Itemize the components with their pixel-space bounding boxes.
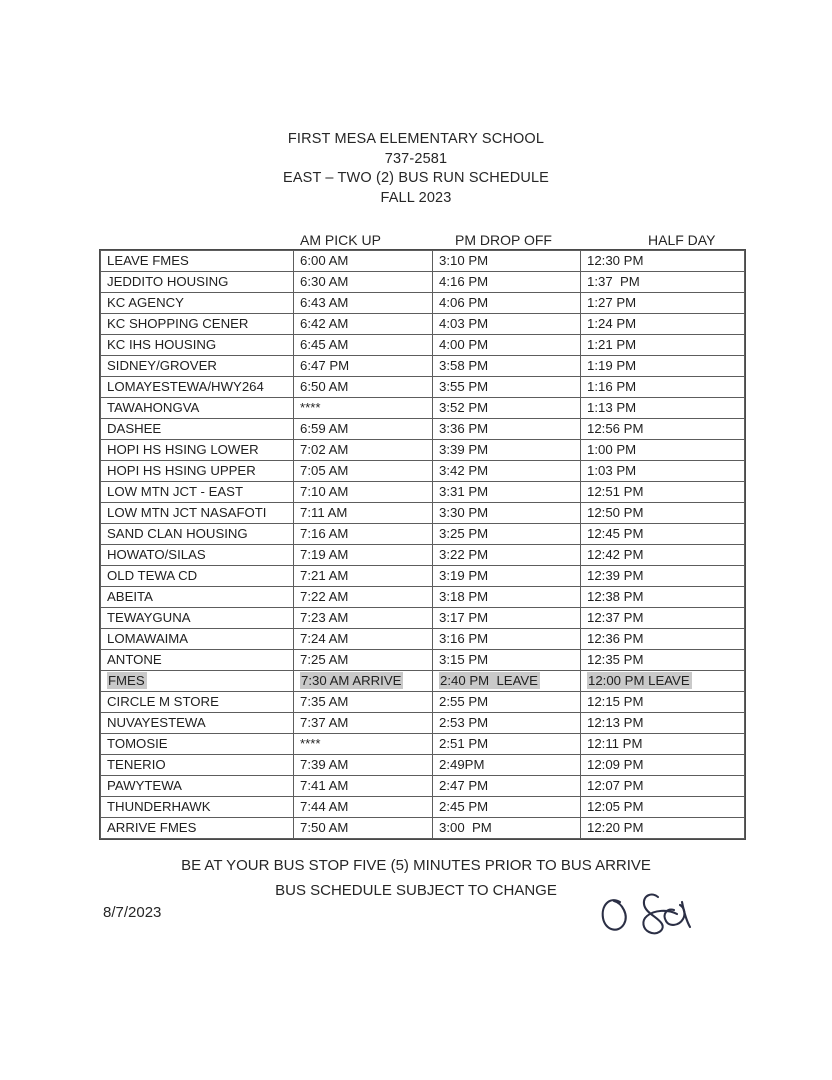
table-row [101, 293, 745, 314]
stop-name-cell: NUVAYESTEWA [101, 713, 294, 734]
stop-name-cell [101, 671, 294, 692]
pm-drop-off-cell: 4:16 PM [433, 272, 581, 293]
highlight-marker: 2:40 PM LEAVE [440, 673, 538, 688]
pm-drop-off-cell: 3:16 PM [433, 629, 581, 650]
half-day-cell [581, 671, 745, 692]
am-pick-up-cell: 7:44 AM [294, 797, 433, 818]
am-pick-up-cell: 7:23 AM [294, 608, 433, 629]
table-row [101, 650, 745, 671]
half-day-cell: 1:03 PM [581, 461, 745, 482]
half-day-cell: 12:09 PM [581, 755, 745, 776]
am-pick-up-cell [294, 671, 433, 692]
am-pick-up-cell: 6:00 AM [294, 251, 433, 272]
am-pick-up-cell: **** [294, 398, 433, 419]
half-day-cell: 12:51 PM [581, 482, 745, 503]
half-day-cell: 12:36 PM [581, 629, 745, 650]
highlight-marker: 12:00 PM LEAVE [588, 673, 690, 688]
half-day-cell: 12:56 PM [581, 419, 745, 440]
half-day-cell: 12:11 PM [581, 734, 745, 755]
pm-drop-off-cell: 2:45 PM [433, 797, 581, 818]
stop-name-cell: ARRIVE FMES [101, 818, 294, 839]
table-row [101, 272, 745, 293]
half-day-cell: 1:27 PM [581, 293, 745, 314]
half-day-cell: 12:45 PM [581, 524, 745, 545]
pm-drop-off-cell: 3:30 PM [433, 503, 581, 524]
stop-name-cell: TEWAYGUNA [101, 608, 294, 629]
half-day-cell: 1:00 PM [581, 440, 745, 461]
table-row [101, 818, 745, 839]
table-row [101, 608, 745, 629]
stop-name-cell: TAWAHONGVA [101, 398, 294, 419]
pm-drop-off-cell [433, 671, 581, 692]
half-day-cell: 12:05 PM [581, 797, 745, 818]
am-pick-up-cell: 7:16 AM [294, 524, 433, 545]
half-day-cell: 1:19 PM [581, 356, 745, 377]
am-pick-up-cell: 7:02 AM [294, 440, 433, 461]
half-day-cell: 1:37 PM [581, 272, 745, 293]
table-row [101, 314, 745, 335]
stop-name-cell: KC AGENCY [101, 293, 294, 314]
document-header [0, 130, 832, 208]
am-pick-up-cell: 6:30 AM [294, 272, 433, 293]
signature-date: 8/7/2023 [103, 904, 162, 921]
am-pick-up-cell: **** [294, 734, 433, 755]
am-pick-up-cell: 7:41 AM [294, 776, 433, 797]
notice-subject-to-change: BUS SCHEDULE SUBJECT TO CHANGE [275, 882, 557, 899]
notice-bus-stop-early: BE AT YOUR BUS STOP FIVE (5) MINUTES PRIOR TO BUS ARRIVE [181, 857, 651, 874]
stop-name-cell: DASHEE [101, 419, 294, 440]
handwritten-signature [598, 888, 708, 946]
stop-name-cell: ANTONE [101, 650, 294, 671]
pm-drop-off-cell: 4:00 PM [433, 335, 581, 356]
signature-ink [598, 888, 708, 946]
column-header-half-day: HALF DAY [648, 232, 716, 248]
half-day-cell: 1:16 PM [581, 377, 745, 398]
am-pick-up-cell: 7:11 AM [294, 503, 433, 524]
stop-name-cell: HOPI HS HSING UPPER [101, 461, 294, 482]
table-row [101, 776, 745, 797]
am-pick-up-cell: 7:39 AM [294, 755, 433, 776]
stop-name-cell: CIRCLE M STORE [101, 692, 294, 713]
pm-drop-off-cell: 2:53 PM [433, 713, 581, 734]
half-day-cell: 12:20 PM [581, 818, 745, 839]
stop-name-cell: LOMAWAIMA [101, 629, 294, 650]
am-pick-up-cell: 7:10 AM [294, 482, 433, 503]
pm-drop-off-cell: 3:18 PM [433, 587, 581, 608]
am-pick-up-cell: 6:45 AM [294, 335, 433, 356]
pm-drop-off-cell: 3:55 PM [433, 377, 581, 398]
bus-schedule-table-wrapper [100, 250, 744, 839]
half-day-cell: 12:07 PM [581, 776, 745, 797]
pm-drop-off-cell: 3:36 PM [433, 419, 581, 440]
pm-drop-off-cell: 2:49PM [433, 755, 581, 776]
stop-name-cell: LOW MTN JCT - EAST [101, 482, 294, 503]
highlight-marker: 7:30 AM ARRIVE [301, 673, 402, 688]
table-row [101, 671, 745, 692]
table-row [101, 377, 745, 398]
pm-drop-off-cell: 3:15 PM [433, 650, 581, 671]
school-phone: 737-2581 [384, 150, 448, 167]
table-row [101, 587, 745, 608]
stop-name-cell: HOPI HS HSING LOWER [101, 440, 294, 461]
am-pick-up-cell: 6:42 AM [294, 314, 433, 335]
stop-name-cell: TOMOSIE [101, 734, 294, 755]
table-row [101, 440, 745, 461]
table-row [101, 419, 745, 440]
am-pick-up-cell: 6:50 AM [294, 377, 433, 398]
column-header-pm-drop-off: PM DROP OFF [455, 232, 552, 248]
half-day-cell: 12:15 PM [581, 692, 745, 713]
stop-name-cell: JEDDITO HOUSING [101, 272, 294, 293]
am-pick-up-cell: 7:21 AM [294, 566, 433, 587]
pm-drop-off-cell: 3:31 PM [433, 482, 581, 503]
stop-name-cell: TENERIO [101, 755, 294, 776]
pm-drop-off-cell: 3:39 PM [433, 440, 581, 461]
stop-name-cell: PAWYTEWA [101, 776, 294, 797]
half-day-cell: 1:21 PM [581, 335, 745, 356]
table-row [101, 482, 745, 503]
stop-name-cell: SAND CLAN HOUSING [101, 524, 294, 545]
stop-name-cell: ABEITA [101, 587, 294, 608]
half-day-cell: 12:13 PM [581, 713, 745, 734]
am-pick-up-cell: 7:22 AM [294, 587, 433, 608]
pm-drop-off-cell: 3:42 PM [433, 461, 581, 482]
pm-drop-off-cell: 3:25 PM [433, 524, 581, 545]
pm-drop-off-cell: 3:52 PM [433, 398, 581, 419]
am-pick-up-cell: 7:05 AM [294, 461, 433, 482]
table-row [101, 734, 745, 755]
column-headings [100, 231, 744, 251]
half-day-cell: 12:39 PM [581, 566, 745, 587]
school-name: FIRST MESA ELEMENTARY SCHOOL [287, 131, 545, 147]
highlight-marker: FMES [108, 673, 145, 688]
pm-drop-off-cell: 4:03 PM [433, 314, 581, 335]
table-row [101, 398, 745, 419]
table-row [101, 335, 745, 356]
table-row [101, 629, 745, 650]
half-day-cell: 12:38 PM [581, 587, 745, 608]
table-row [101, 524, 745, 545]
table-row [101, 692, 745, 713]
table-row [101, 755, 745, 776]
pm-drop-off-cell: 3:00 PM [433, 818, 581, 839]
stop-name-cell: KC IHS HOUSING [101, 335, 294, 356]
table-row [101, 461, 745, 482]
route-title: EAST – TWO (2) BUS RUN SCHEDULE [283, 170, 549, 186]
am-pick-up-cell: 7:24 AM [294, 629, 433, 650]
pm-drop-off-cell: 3:19 PM [433, 566, 581, 587]
am-pick-up-cell: 7:50 AM [294, 818, 433, 839]
table-row [101, 713, 745, 734]
am-pick-up-cell: 6:47 PM [294, 356, 433, 377]
pm-drop-off-cell: 3:22 PM [433, 545, 581, 566]
stop-name-cell: LEAVE FMES [101, 251, 294, 272]
stop-name-cell: OLD TEWA CD [101, 566, 294, 587]
table-row [101, 566, 745, 587]
table-row [101, 545, 745, 566]
table-row [101, 251, 745, 272]
pm-drop-off-cell: 2:55 PM [433, 692, 581, 713]
stop-name-cell: KC SHOPPING CENER [101, 314, 294, 335]
stop-name-cell: HOWATO/SILAS [101, 545, 294, 566]
half-day-cell: 12:35 PM [581, 650, 745, 671]
stop-name-cell: THUNDERHAWK [101, 797, 294, 818]
stop-name-cell: LOMAYESTEWA/HWY264 [101, 377, 294, 398]
am-pick-up-cell: 6:43 AM [294, 293, 433, 314]
half-day-cell: 12:37 PM [581, 608, 745, 629]
bus-schedule-body [101, 251, 745, 839]
pm-drop-off-cell: 4:06 PM [433, 293, 581, 314]
stop-name-cell: SIDNEY/GROVER [101, 356, 294, 377]
pm-drop-off-cell: 3:10 PM [433, 251, 581, 272]
am-pick-up-cell: 7:37 AM [294, 713, 433, 734]
half-day-cell: 12:42 PM [581, 545, 745, 566]
pm-drop-off-cell: 3:58 PM [433, 356, 581, 377]
am-pick-up-cell: 7:35 AM [294, 692, 433, 713]
bus-schedule-table [100, 250, 745, 839]
half-day-cell: 12:50 PM [581, 503, 745, 524]
half-day-cell: 1:24 PM [581, 314, 745, 335]
pm-drop-off-cell: 3:17 PM [433, 608, 581, 629]
am-pick-up-cell: 7:25 AM [294, 650, 433, 671]
pm-drop-off-cell: 2:51 PM [433, 734, 581, 755]
stop-name-cell: LOW MTN JCT NASAFOTI [101, 503, 294, 524]
table-row [101, 797, 745, 818]
term-label: FALL 2023 [380, 189, 452, 206]
am-pick-up-cell: 6:59 AM [294, 419, 433, 440]
pm-drop-off-cell: 2:47 PM [433, 776, 581, 797]
table-row [101, 356, 745, 377]
table-row [101, 503, 745, 524]
half-day-cell: 1:13 PM [581, 398, 745, 419]
column-header-am-pick-up: AM PICK UP [300, 232, 381, 248]
am-pick-up-cell: 7:19 AM [294, 545, 433, 566]
half-day-cell: 12:30 PM [581, 251, 745, 272]
